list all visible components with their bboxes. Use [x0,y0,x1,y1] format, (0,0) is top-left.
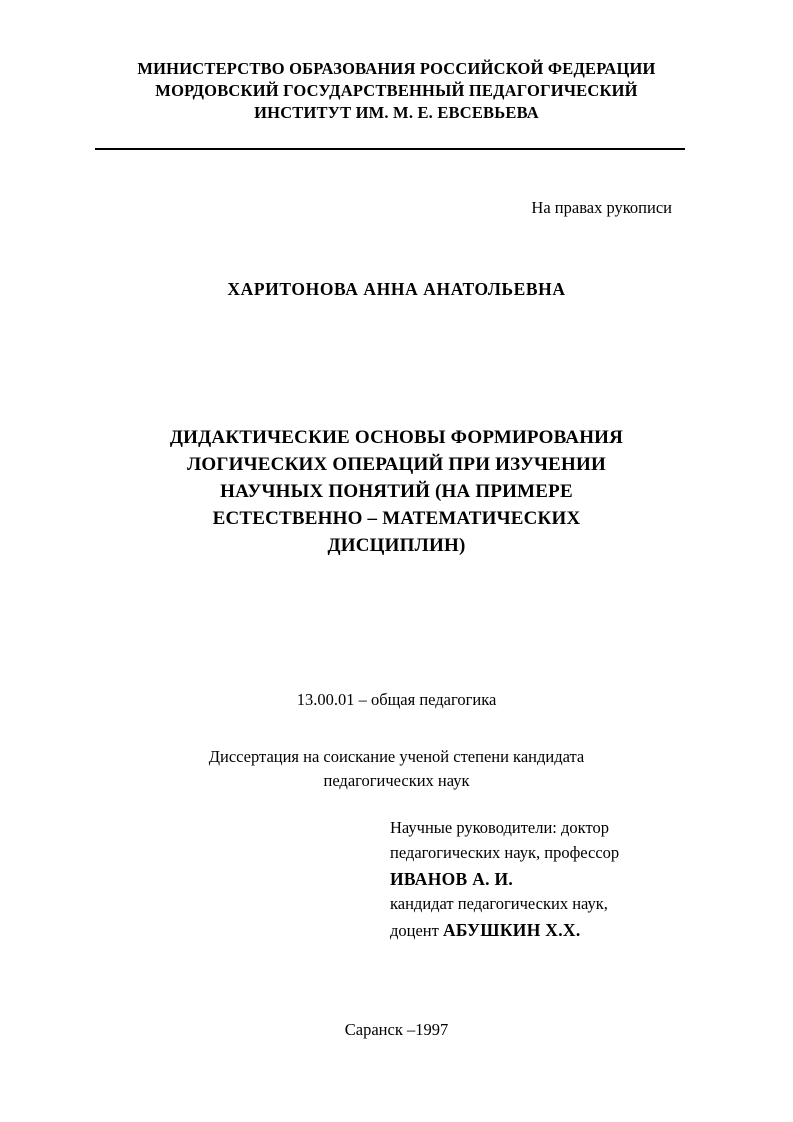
title-line-2: ЛОГИЧЕСКИХ ОПЕРАЦИЙ ПРИ ИЗУЧЕНИИ [187,453,606,475]
manuscript-rights-note: На правах рукописи [531,198,672,217]
degree-line-2: педагогических наук [323,770,470,790]
supervisors-block [390,816,703,943]
author-name: ХАРИТОНОВА АННА АНАТОЛЬЕВНА [227,279,566,299]
title-page-content [90,0,703,1122]
supervisor-title-prefix: доцент [390,920,443,940]
organization-heading [90,58,703,124]
dissertation-title [90,425,703,560]
title-line-5: ДИСЦИПЛИН) [327,534,466,556]
supervisors-line-3: кандидат педагогических наук, [390,893,608,913]
title-line-1: ДИДАКТИЧЕСКИЕ ОСНОВЫ ФОРМИРОВАНИЯ [169,427,624,448]
supervisors-line-4 [390,917,703,944]
supervisors-line-1: Научные руководители: доктор [390,818,609,837]
horizontal-divider [95,148,685,150]
organization-line-3: ИНСТИТУТ ИМ. М. Е. ЕВСЕВЬЕВА [254,102,539,122]
supervisor-name-2: АБУШКИН Х.Х. [442,919,581,940]
speciality-code: 13.00.01 – общая педагогика [296,690,497,709]
place-and-year: Саранск –1997 [344,1020,449,1039]
degree-statement [90,745,703,793]
supervisor-name-1: ИВАНОВ А. И. [390,868,514,889]
organization-line-2: МОРДОВСКИЙ ГОСУДАРСТВЕННЫЙ ПЕДАГОГИЧЕСКИЙ [155,80,638,100]
title-line-3: НАУЧНЫХ ПОНЯТИЙ (НА ПРИМЕРЕ [220,480,573,502]
title-line-4: ЕСТЕСТВЕННО – МАТЕМАТИЧЕСКИХ [212,507,581,529]
organization-line-1: МИНИСТЕРСТВО ОБРАЗОВАНИЯ РОССИЙСКОЙ ФЕДЕРАЦИИ [137,59,656,78]
supervisors-line-2: педагогических наук, профессор [390,842,620,862]
degree-line-1: Диссертация на соискание ученой степени кандидата [208,747,585,766]
